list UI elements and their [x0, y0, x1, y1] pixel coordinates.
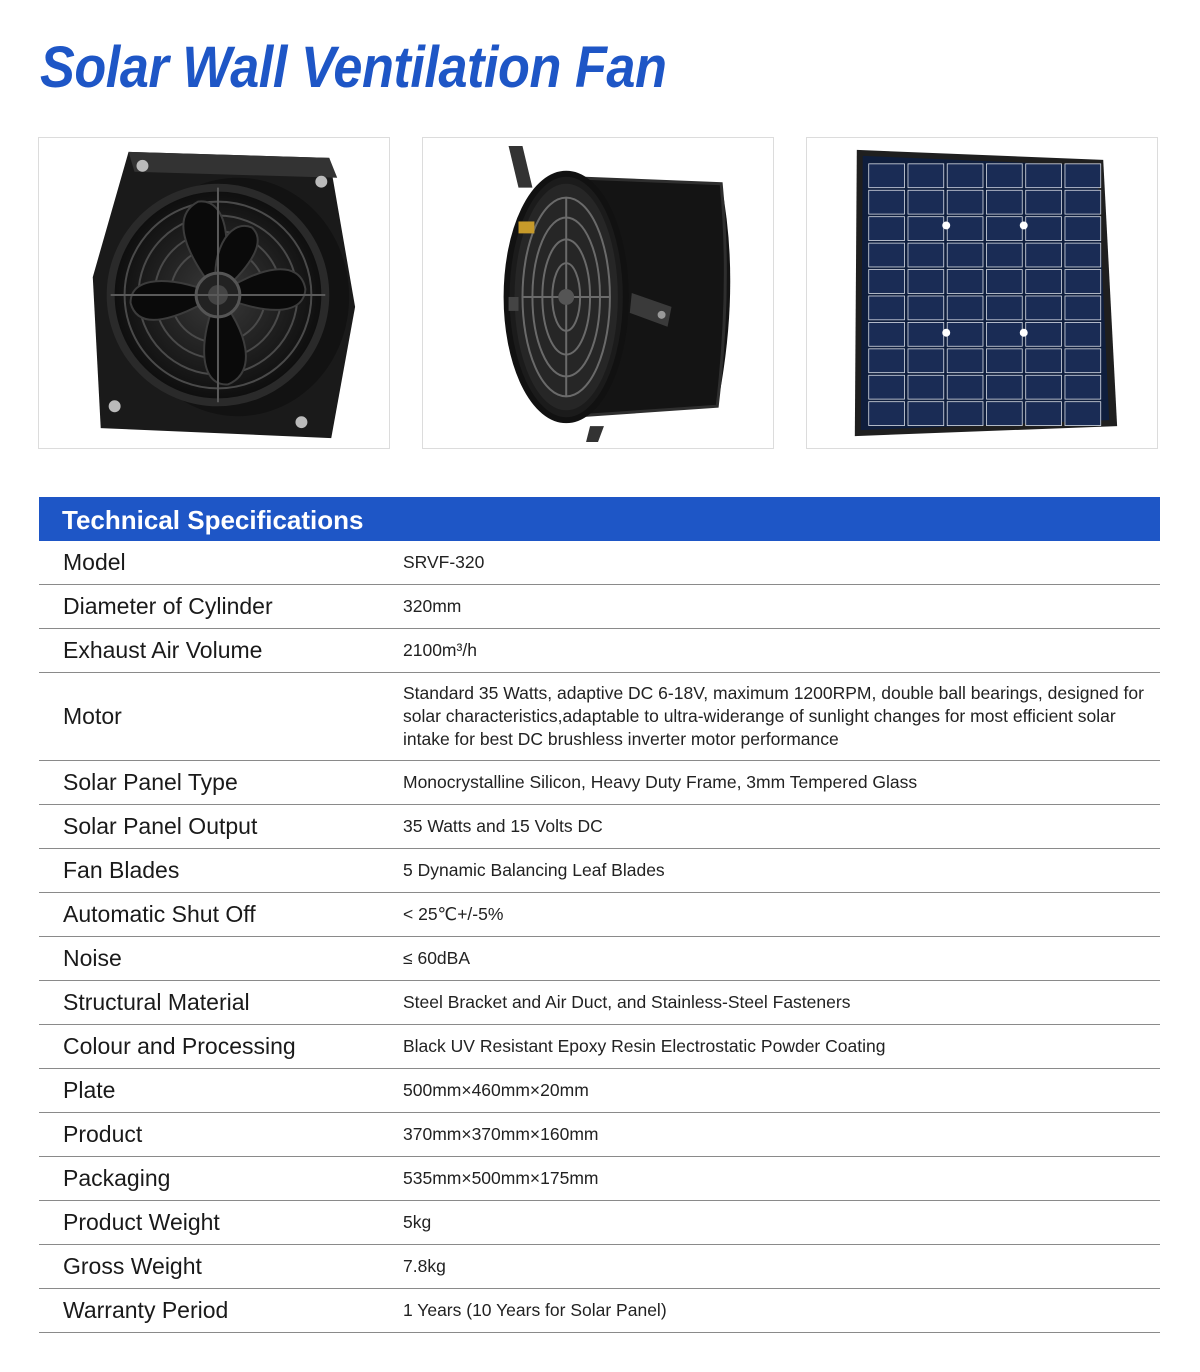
spec-label: Warranty Period — [63, 1297, 229, 1323]
spec-label: Motor — [63, 703, 122, 729]
cylinder-fan-icon — [423, 138, 773, 448]
spec-row — [39, 629, 1160, 673]
solar-cell — [947, 349, 983, 373]
solar-cell — [947, 270, 983, 294]
solar-cell — [1065, 164, 1101, 188]
solar-cell-joint — [1020, 329, 1028, 337]
solar-cell — [908, 217, 944, 241]
spec-row — [39, 1157, 1160, 1201]
spec-value: 7.8kg — [403, 1256, 446, 1276]
spec-value: ≤ 60dBA — [403, 948, 471, 968]
solar-cell-joint — [942, 329, 950, 337]
spec-value: 535mm×500mm×175mm — [403, 1168, 599, 1188]
solar-cell-joint — [1020, 221, 1028, 229]
square-wall-fan-image — [38, 137, 390, 449]
solar-cell — [1065, 322, 1101, 346]
spec-value: 35 Watts and 15 Volts DC — [403, 816, 603, 836]
solar-cell — [1065, 349, 1101, 373]
solar-cell — [986, 322, 1022, 346]
spec-row — [39, 893, 1160, 937]
spec-label: Colour and Processing — [63, 1033, 296, 1059]
solar-cell — [986, 243, 1022, 267]
spec-row — [39, 673, 1160, 761]
specs-header: Technical Specifications — [39, 497, 1160, 541]
spec-value: 500mm×460mm×20mm — [403, 1080, 589, 1100]
spec-label: Automatic Shut Off — [63, 901, 256, 927]
spec-label: Model — [63, 549, 126, 575]
spec-row — [39, 849, 1160, 893]
square-wall-fan-icon — [39, 138, 389, 448]
cylinder-fan-image — [422, 137, 774, 449]
solar-cell — [986, 190, 1022, 214]
spec-value: Steel Bracket and Air Duct, and Stainless-Steel Fasteners — [403, 992, 851, 1012]
solar-cell — [947, 296, 983, 320]
solar-cell — [947, 375, 983, 399]
solar-cell — [869, 402, 905, 426]
spec-value: Monocrystalline Silicon, Heavy Duty Frame, 3mm Tempered Glass — [403, 772, 918, 792]
solar-cell — [947, 243, 983, 267]
spec-label: Packaging — [63, 1165, 171, 1191]
spec-value: Standard 35 Watts, adaptive DC 6-18V, maximum 1200RPM, double ball bearings, designed for solar characteristics,adaptable to ultra-widerange of sunlight changes for most efficient solar intake for best DC brushless inverter motor performance — [403, 683, 1144, 749]
spec-value: Black UV Resistant Epoxy Resin Electrostatic Powder Coating — [403, 1036, 886, 1056]
solar-cell-joint — [942, 221, 950, 229]
solar-cell — [1065, 217, 1101, 241]
solar-cell — [908, 190, 944, 214]
solar-cell — [1065, 375, 1101, 399]
solar-cell — [869, 164, 905, 188]
solar-cell — [908, 270, 944, 294]
solar-cell — [986, 217, 1022, 241]
spec-value: 1 Years (10 Years for Solar Panel) — [403, 1300, 667, 1320]
solar-cell — [908, 349, 944, 373]
spec-label: Solar Panel Output — [63, 813, 258, 839]
solar-cell — [869, 190, 905, 214]
solar-cell — [1026, 375, 1062, 399]
spec-label: Product Weight — [63, 1209, 220, 1235]
solar-cell — [986, 402, 1022, 426]
spec-row — [39, 937, 1160, 981]
solar-cell — [869, 375, 905, 399]
spec-value: 5 Dynamic Balancing Leaf Blades — [403, 860, 665, 880]
solar-cell — [1065, 296, 1101, 320]
spec-label: Structural Material — [63, 989, 250, 1015]
solar-cell — [869, 217, 905, 241]
solar-panel-image — [806, 137, 1158, 449]
solar-cell — [947, 164, 983, 188]
solar-cell — [1026, 164, 1062, 188]
spec-value: 5kg — [403, 1212, 432, 1232]
solar-cell — [986, 349, 1022, 373]
spec-row — [39, 541, 1160, 585]
spec-label: Fan Blades — [63, 857, 180, 883]
spec-value: 370mm×370mm×160mm — [403, 1124, 599, 1144]
spec-label: Noise — [63, 945, 122, 971]
solar-cell — [908, 402, 944, 426]
solar-cell — [869, 270, 905, 294]
solar-cell — [1026, 322, 1062, 346]
solar-cell — [947, 322, 983, 346]
spec-row — [39, 805, 1160, 849]
spec-row — [39, 1069, 1160, 1113]
technical-specifications-table — [39, 497, 1160, 1333]
spec-value: < 25℃+/-5% — [403, 904, 504, 924]
solar-cell — [1026, 217, 1062, 241]
solar-cell — [947, 217, 983, 241]
solar-cell — [986, 296, 1022, 320]
spec-label: Exhaust Air Volume — [63, 637, 263, 663]
solar-cell — [947, 190, 983, 214]
spec-value: SRVF-320 — [403, 552, 485, 572]
solar-cell — [1026, 243, 1062, 267]
spec-label: Plate — [63, 1077, 116, 1103]
solar-cell — [986, 164, 1022, 188]
spec-row — [39, 981, 1160, 1025]
solar-cell — [947, 402, 983, 426]
spec-row — [39, 1025, 1160, 1069]
solar-cell — [986, 270, 1022, 294]
spec-row — [39, 1113, 1160, 1157]
spec-row — [39, 585, 1160, 629]
solar-cell — [1026, 349, 1062, 373]
spec-label: Gross Weight — [63, 1253, 202, 1279]
solar-cell — [1026, 296, 1062, 320]
spec-row — [39, 1289, 1160, 1333]
solar-cell — [1065, 270, 1101, 294]
solar-cell — [908, 164, 944, 188]
spec-label: Diameter of Cylinder — [63, 593, 273, 619]
solar-cell — [986, 375, 1022, 399]
solar-cell — [1065, 190, 1101, 214]
solar-cell — [1026, 402, 1062, 426]
solar-cell — [869, 349, 905, 373]
solar-panel-icon — [807, 138, 1157, 448]
spec-row — [39, 1245, 1160, 1289]
solar-cell — [869, 243, 905, 267]
solar-cell — [908, 322, 944, 346]
solar-cell — [1065, 402, 1101, 426]
solar-cell — [1065, 243, 1101, 267]
page-title: Solar Wall Ventilation Fan — [40, 35, 667, 100]
spec-value: 320mm — [403, 596, 462, 616]
spec-row — [39, 761, 1160, 805]
spec-label: Solar Panel Type — [63, 769, 238, 795]
solar-cell — [869, 322, 905, 346]
spec-label: Product — [63, 1121, 143, 1147]
solar-cell — [908, 296, 944, 320]
solar-cell — [869, 296, 905, 320]
spec-row — [39, 1201, 1160, 1245]
solar-cell — [908, 243, 944, 267]
solar-cell — [1026, 190, 1062, 214]
solar-cell — [908, 375, 944, 399]
spec-value: 2100m³/h — [403, 640, 477, 660]
solar-cell — [1026, 270, 1062, 294]
